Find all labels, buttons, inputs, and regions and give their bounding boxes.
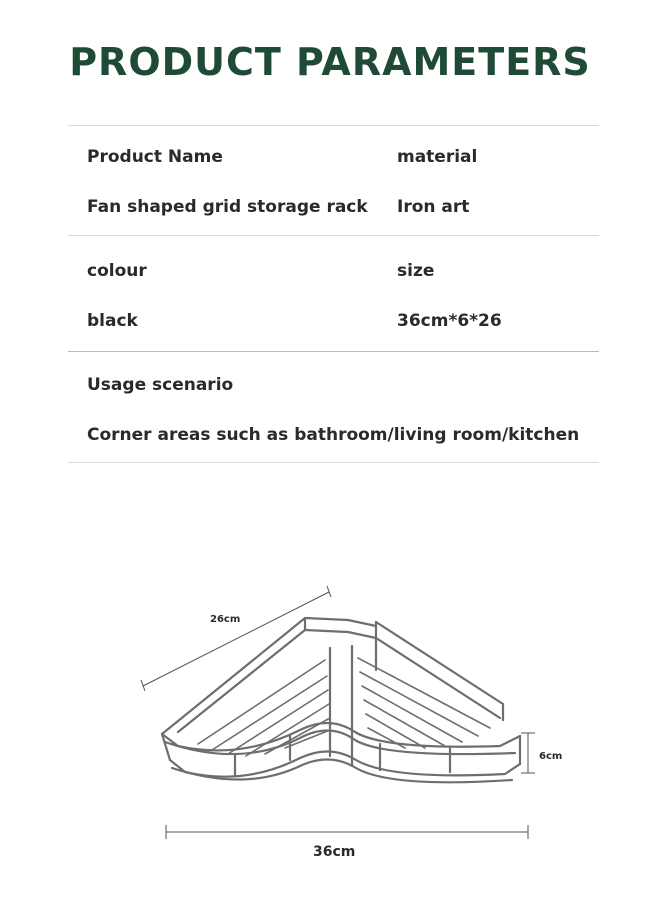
depth-dimension-label: 26cm bbox=[210, 614, 241, 625]
param-label-material: material bbox=[397, 147, 478, 167]
param-value-material: Iron art bbox=[397, 197, 470, 217]
param-label-colour: colour bbox=[87, 261, 147, 281]
param-value-size: 36cm*6*26 bbox=[397, 311, 502, 331]
param-value-product-name: Fan shaped grid storage rack bbox=[87, 197, 368, 217]
param-value-colour: black bbox=[87, 311, 138, 331]
divider-bottom bbox=[68, 462, 599, 463]
param-label-usage-scenario: Usage scenario bbox=[87, 375, 234, 395]
param-value-usage-scenario: Corner areas such as bathroom/living room/kitchen bbox=[87, 425, 580, 445]
param-label-product-name: Product Name bbox=[87, 147, 223, 167]
corner-shelf-rack-illustration bbox=[162, 618, 520, 782]
dimension-lines bbox=[141, 586, 535, 839]
product-dimension-diagram bbox=[0, 560, 660, 880]
divider-top bbox=[68, 125, 599, 126]
page-title: PRODUCT PARAMETERS bbox=[69, 40, 591, 84]
param-label-size: size bbox=[397, 261, 435, 281]
divider bbox=[68, 351, 599, 352]
divider bbox=[68, 235, 599, 236]
height-dimension-label: 6cm bbox=[539, 751, 563, 762]
width-dimension-label: 36cm bbox=[313, 844, 356, 860]
